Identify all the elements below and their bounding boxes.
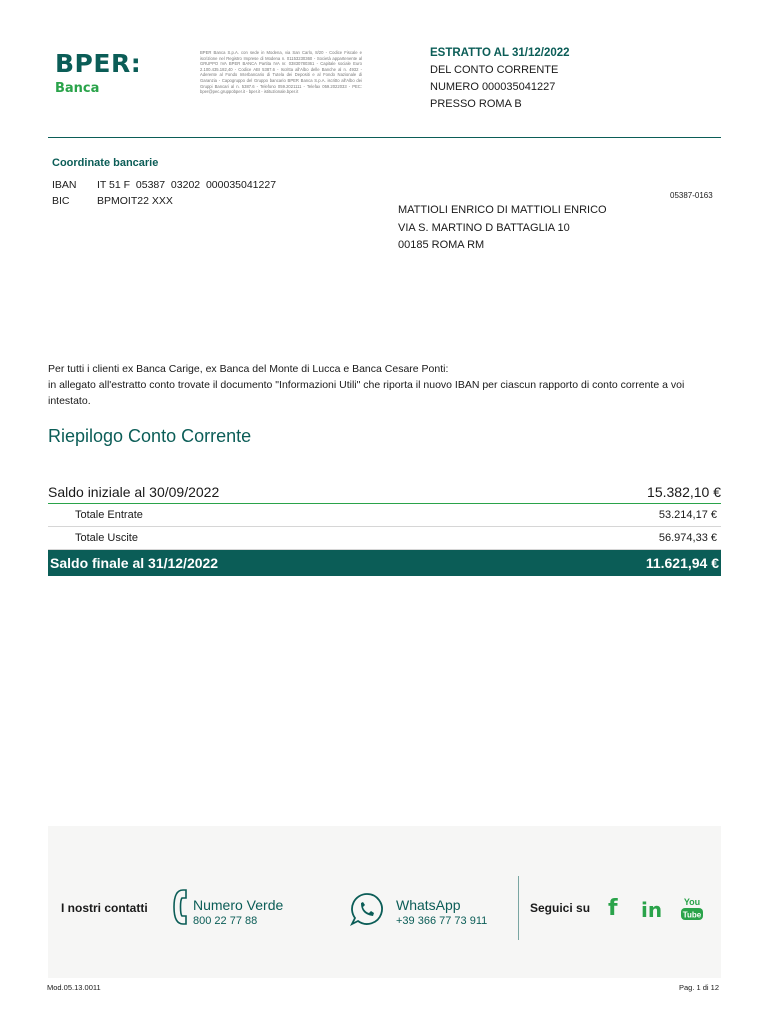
phone-icon	[171, 888, 189, 931]
numero-verde-number[interactable]: 800 22 77 88	[193, 915, 258, 927]
youtube-text-bottom: Tube	[682, 910, 702, 920]
recipient-name: MATTIOLI ENRICO DI MATTIOLI ENRICO	[398, 204, 607, 216]
logo-name: BPER:	[55, 49, 142, 78]
entrate-value: 53.214,17 €	[658, 509, 717, 521]
coordinates-title: Coordinate bancarie	[52, 157, 159, 169]
follow-label: Seguici su	[530, 901, 591, 915]
iban-label: IBAN	[52, 179, 77, 191]
initial-balance-label: Saldo iniziale al 30/09/2022	[48, 483, 220, 500]
branch-code: 05387-0163	[670, 191, 713, 200]
recipient-city: 00185 ROMA RM	[398, 239, 485, 251]
uscite-value: 56.974,33 €	[658, 532, 717, 544]
bank-coordinates	[52, 177, 276, 209]
whatsapp-icon	[349, 891, 385, 932]
final-balance-row	[48, 550, 721, 576]
bic-label: BIC	[52, 195, 70, 207]
entrate-label: Totale Entrate	[75, 509, 143, 521]
iban-row	[52, 177, 276, 193]
final-balance-label: Saldo finale al 31/12/2022	[50, 555, 219, 571]
notice-line1: Per tutti i clienti ex Banca Carige, ex Banca del Monte di Lucca e Banca Cesare Ponti:	[48, 363, 449, 375]
contacts-banner	[48, 826, 721, 978]
notice-text	[48, 361, 721, 409]
summary-table	[48, 480, 721, 576]
linkedin-icon[interactable]: in	[641, 898, 663, 922]
statement-title: ESTRATTO AL 31/12/2022	[430, 47, 570, 59]
statement-header	[430, 45, 570, 113]
logo-sub: Banca	[55, 81, 100, 96]
contacts-label: I nostri contatti	[61, 901, 148, 915]
facebook-icon[interactable]: f	[608, 896, 618, 921]
statement-line2: NUMERO 000035041227	[430, 81, 556, 93]
recipient-street: VIA S. MARTINO D BATTAGLIA 10	[398, 221, 570, 234]
whatsapp-title: WhatsApp	[396, 897, 461, 913]
bper-logo	[55, 50, 141, 97]
initial-balance-value: 15.382,10 €	[647, 483, 721, 500]
youtube-text-top: You	[683, 897, 701, 907]
module-code: Mod.05.13.0011	[47, 983, 101, 992]
entrate-row	[48, 504, 721, 527]
uscite-label: Totale Uscite	[75, 532, 138, 544]
notice-line2: in allegato all'estratto conto trovate il documento "Informazioni Utili" che riporta il nuovo IBAN per ciascun rapporto di conto corrente a voi intestato.	[48, 379, 685, 407]
statement-line1: DEL CONTO CORRENTE	[430, 64, 559, 76]
footer-divider	[518, 876, 519, 940]
statement-line3: PRESSO ROMA B	[430, 98, 522, 110]
whatsapp-number[interactable]: +39 366 77 73 911	[396, 915, 488, 927]
bic-row	[52, 193, 276, 209]
summary-title: Riepilogo Conto Corrente	[48, 426, 252, 446]
numero-verde-title: Numero Verde	[193, 897, 284, 913]
uscite-row	[48, 527, 721, 550]
legal-text: BPER Banca S.p.A. con sede in Modena, via San Carlo, 8/20 - Codice Fiscale e iscrizione nel Registro Imprese di Modena n. 01153230360 - Società appartenente al GRUPPO IVA BPER BANCA Partita IVA nr. 03830780361 - Capitale sociale Euro 2.100.435.182,40 - Codice ABI 5387.6 - Iscritta all'Albo delle Banche al n. 4932 - Aderente al Fondo Interbancario di Tutela dei Depositi e al Fondo Nazionale di Garanzia - Capogruppo del Gruppo bancario BPER Banca S.p.A. iscritto all'Albo dei Gruppi Bancari al n. 5387.6 - Telefono 059.2021111 - Telefax 059.2022033 - PEC: bper@pec.gruppobper.it - bper.it - istituzionale.bper.it	[200, 50, 362, 95]
final-balance-value: 11.621,94 €	[645, 555, 719, 571]
iban-value: IT 51 F 05387 03202 000035041227	[97, 179, 277, 191]
bic-value: BPMOIT22 XXX	[97, 195, 173, 207]
page-number: Pag. 1 di 12	[678, 983, 719, 992]
youtube-icon[interactable]	[680, 896, 704, 927]
initial-balance-row	[48, 480, 721, 504]
recipient-address	[398, 202, 607, 255]
header-divider	[48, 137, 721, 138]
